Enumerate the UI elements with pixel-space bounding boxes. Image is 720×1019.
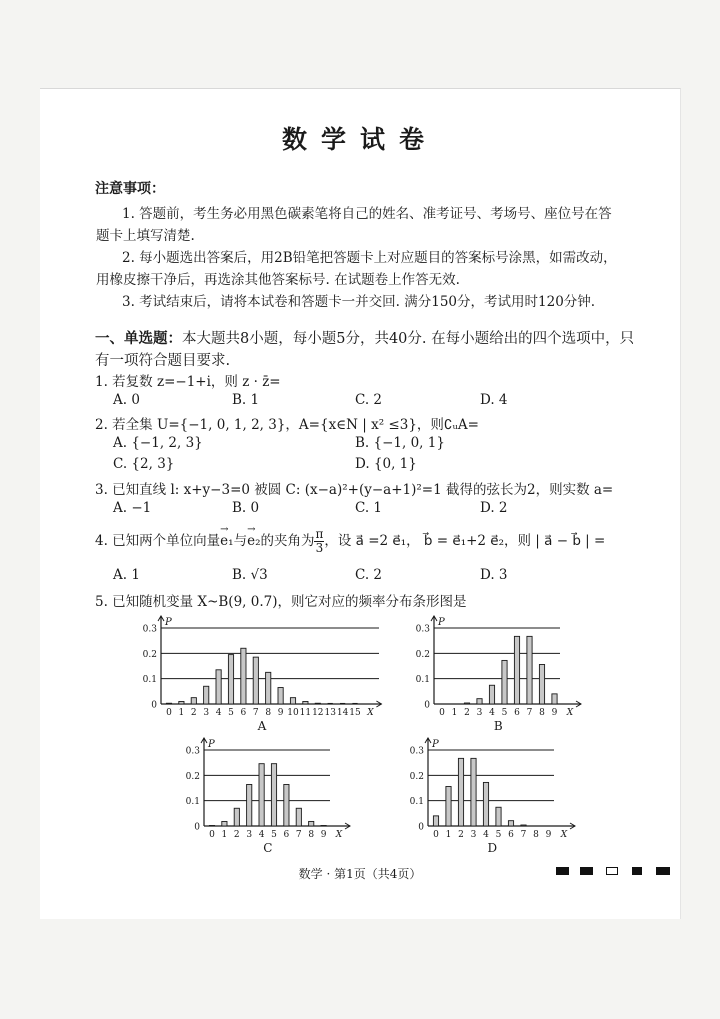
x-tick-label: 7: [252, 708, 259, 718]
bar: [508, 821, 513, 826]
x-tick-label: 11: [299, 708, 312, 718]
x-tick-label: 5: [495, 830, 502, 840]
bar: [179, 701, 184, 704]
x-tick-label: 12: [312, 708, 324, 718]
q1-option-a: A. 0: [113, 392, 140, 408]
x-tick-label: 15: [349, 708, 361, 718]
scan-mark: [606, 867, 618, 875]
x-tick-label: 9: [320, 830, 327, 840]
bar: [477, 699, 482, 704]
bar: [253, 657, 258, 704]
q3-option-c: C. 1: [355, 500, 383, 516]
bar: [247, 784, 252, 826]
bar: [483, 782, 488, 826]
x-tick-label: 0: [439, 708, 445, 718]
y-tick-label: 0.1: [185, 797, 200, 808]
bar: [321, 825, 326, 826]
bar: [471, 758, 476, 826]
x-tick-label: 2: [458, 830, 464, 840]
y-tick-label: 0: [151, 700, 157, 711]
scan-mark: [580, 867, 593, 875]
q1-option-c: C. 2: [355, 392, 383, 408]
x-tick-label: 10: [287, 708, 299, 718]
x-axis-label: X: [335, 830, 343, 840]
bar: [234, 808, 239, 826]
y-tick-label: 0.1: [409, 797, 424, 808]
q4-rest-text: ，设 a⃗ =2 e⃗₁， b⃗ = e⃗₁+2 e⃗₂，则 | a⃗ − b⃗ | =: [324, 533, 606, 549]
bar: [464, 703, 469, 704]
q4-vector-e1: → e₁: [220, 524, 234, 549]
q4-fraction-numerator: π: [315, 527, 324, 541]
x-tick-label: 3: [470, 830, 477, 840]
y-tick-label: 0.2: [415, 649, 430, 660]
x-tick-label: 8: [533, 830, 539, 840]
bar: [303, 701, 308, 704]
scan-mark: [632, 867, 642, 875]
x-tick-label: 4: [483, 830, 489, 840]
y-tick-label: 0: [424, 700, 430, 711]
q4-fraction-denominator: 3: [315, 541, 324, 555]
y-tick-label: 0.3: [185, 746, 200, 757]
x-tick-label: 7: [295, 830, 302, 840]
x-tick-label: 2: [464, 708, 470, 718]
y-tick-label: 0.1: [415, 675, 430, 686]
x-tick-label: 1: [445, 830, 452, 840]
x-tick-label: 0: [209, 830, 215, 840]
bar: [309, 821, 314, 826]
bar: [216, 670, 221, 704]
bar: [278, 688, 283, 704]
q2-option-d: D. {0, 1}: [355, 456, 417, 472]
bar: [296, 808, 301, 826]
x-tick-label: 3: [246, 830, 253, 840]
q4-option-b: B. √3: [232, 567, 268, 583]
y-tick-label: 0.1: [142, 675, 157, 686]
x-tick-label: 5: [228, 708, 234, 718]
bar: [228, 655, 233, 704]
chart-option-label: A: [257, 719, 267, 733]
question-2-stem: 2. 若全集 U={−1, 0, 1, 2, 3}，A={x∈N | x² ≤3}，则∁ᵤA=: [95, 417, 479, 433]
q2-option-b: B. {−1, 0, 1}: [355, 435, 445, 451]
bar: [209, 825, 214, 826]
y-axis-label: P: [165, 617, 172, 628]
bar: [514, 636, 519, 704]
x-tick-label: 2: [190, 708, 197, 718]
vector-arrow-icon: →: [247, 524, 256, 535]
notes-heading: 注意事项：: [95, 181, 165, 197]
x-tick-label: 13: [324, 708, 336, 718]
x-axis-label: X: [566, 708, 574, 718]
question-4-stem: [95, 524, 606, 555]
x-tick-label: 6: [508, 830, 514, 840]
x-tick-label: 14: [336, 708, 349, 718]
section-heading-row: [95, 327, 634, 348]
x-tick-label: 6: [283, 830, 290, 840]
y-tick-label: 0.3: [415, 624, 430, 635]
question-5-stem: 5. 已知随机变量 X~B(9, 0.7)，则它对应的频率分布条形图是: [95, 594, 467, 610]
question-1-stem: 1. 若复数 z=−1+i，则 z · z̄=: [95, 374, 281, 390]
x-tick-label: 7: [526, 708, 533, 718]
x-tick-label: 7: [520, 830, 527, 840]
x-tick-label: 9: [551, 708, 558, 718]
y-tick-label: 0.2: [409, 771, 424, 782]
x-tick-label: 6: [514, 708, 520, 718]
bar: [284, 784, 289, 826]
x-tick-label: 4: [489, 708, 495, 718]
page-footer: 数学 · 第1页（共4页）: [298, 867, 422, 881]
bar: [433, 816, 438, 826]
q4-option-c: C. 2: [355, 567, 383, 583]
q4-with-text: 与: [233, 533, 248, 549]
note-line-5: 3. 考试结束后，请将本试卷和答题卡一并交回. 满分150分，考试用时120分钟.: [122, 294, 596, 310]
x-tick-label: 8: [308, 830, 315, 840]
x-tick-label: 1: [178, 708, 185, 718]
q1-option-b: B. 1: [232, 392, 260, 408]
bar: [315, 703, 320, 704]
y-tick-label: 0: [194, 822, 200, 833]
x-tick-label: 6: [240, 708, 247, 718]
q1-option-d: D. 4: [480, 392, 508, 408]
q4-fraction: [314, 528, 324, 555]
bar: [489, 685, 494, 704]
bar: [527, 636, 532, 704]
note-line-3: 2. 每小题选出答案后，用2B铅笔把答题卡上对应题目的答案标号涂黑，如需改动，: [122, 250, 617, 266]
x-tick-label: 8: [539, 708, 545, 718]
section-heading: 一、单选题：: [95, 330, 182, 347]
question-3-stem: 3. 已知直线 l: x+y−3=0 被圆 C: (x−a)²+(y−a+1)²=1 截得的弦长为2，则实数 a=: [95, 482, 614, 498]
x-tick-label: 3: [476, 708, 483, 718]
bar: [458, 758, 463, 826]
q5-charts: [0, 600, 720, 860]
q2-option-a: A. {−1, 2, 3}: [113, 435, 203, 451]
q2-option-c: C. {2, 3}: [113, 456, 175, 472]
chart-option-label: C: [263, 841, 273, 855]
x-tick-label: 1: [451, 708, 458, 718]
chart-option-label: D: [487, 841, 498, 855]
q4-option-a: A. 1: [113, 567, 140, 583]
y-tick-label: 0.3: [142, 624, 157, 635]
bar: [241, 648, 246, 704]
note-line-2: 题卡上填写清楚.: [96, 228, 195, 244]
scan-mark: [656, 867, 670, 875]
y-tick-label: 0.2: [142, 649, 157, 660]
x-tick-label: 8: [265, 708, 272, 718]
y-axis-label: P: [438, 617, 445, 628]
x-tick-label: 0: [433, 830, 439, 840]
x-axis-label: X: [367, 708, 374, 718]
q4-option-d: D. 3: [480, 567, 508, 583]
page-title: 数学试卷: [281, 125, 438, 154]
y-tick-label: 0.3: [409, 746, 424, 757]
q4-stem-text: 4. 已知两个单位向量: [95, 533, 221, 549]
bar: [191, 698, 196, 704]
x-tick-label: 5: [271, 830, 277, 840]
bar: [521, 825, 526, 826]
y-axis-label: P: [432, 739, 439, 750]
x-tick-label: 4: [215, 708, 222, 718]
q4-vector-e2: → e₂: [247, 524, 261, 549]
q4-angle-text: 的夹角为: [260, 533, 315, 549]
x-tick-label: 3: [203, 708, 210, 718]
x-tick-label: 1: [221, 830, 228, 840]
bar: [204, 686, 209, 704]
y-tick-label: 0.2: [185, 771, 200, 782]
q3-option-b: B. 0: [232, 500, 260, 516]
bar: [266, 672, 271, 704]
section-desc-1: 本大题共8小题，每小题5分，共40分. 在每小题给出的四个选项中，只: [182, 331, 635, 347]
note-line-4: 用橡皮擦干净后，再选涂其他答案标号. 在试题卷上作答无效.: [96, 272, 460, 288]
bar: [166, 703, 171, 704]
bar: [271, 764, 276, 826]
vector-arrow-icon: →: [220, 524, 229, 535]
y-tick-label: 0: [418, 822, 424, 833]
scan-mark: [556, 867, 569, 875]
chart-option-label: B: [493, 719, 503, 733]
x-tick-label: 9: [545, 830, 552, 840]
x-tick-label: 9: [277, 708, 284, 718]
bar: [259, 764, 264, 826]
x-tick-label: 0: [166, 708, 172, 718]
y-axis-label: P: [208, 739, 215, 750]
bar: [502, 660, 507, 704]
q3-option-d: D. 2: [480, 500, 508, 516]
x-tick-label: 4: [258, 830, 265, 840]
bar: [496, 807, 501, 826]
x-axis-label: X: [560, 830, 568, 840]
section-desc-2: 有一项符合题目要求.: [95, 353, 231, 369]
bar: [446, 786, 451, 826]
bar: [552, 694, 557, 704]
q3-option-a: A. −1: [113, 500, 152, 516]
bar: [290, 698, 295, 704]
x-tick-label: 5: [501, 708, 508, 718]
x-tick-label: 2: [233, 830, 240, 840]
bar: [222, 821, 227, 826]
bar: [539, 664, 544, 704]
note-line-1: 1. 答题前，考生务必用黑色碳素笔将自己的姓名、准考证号、考场号、座位号在答: [122, 206, 612, 222]
